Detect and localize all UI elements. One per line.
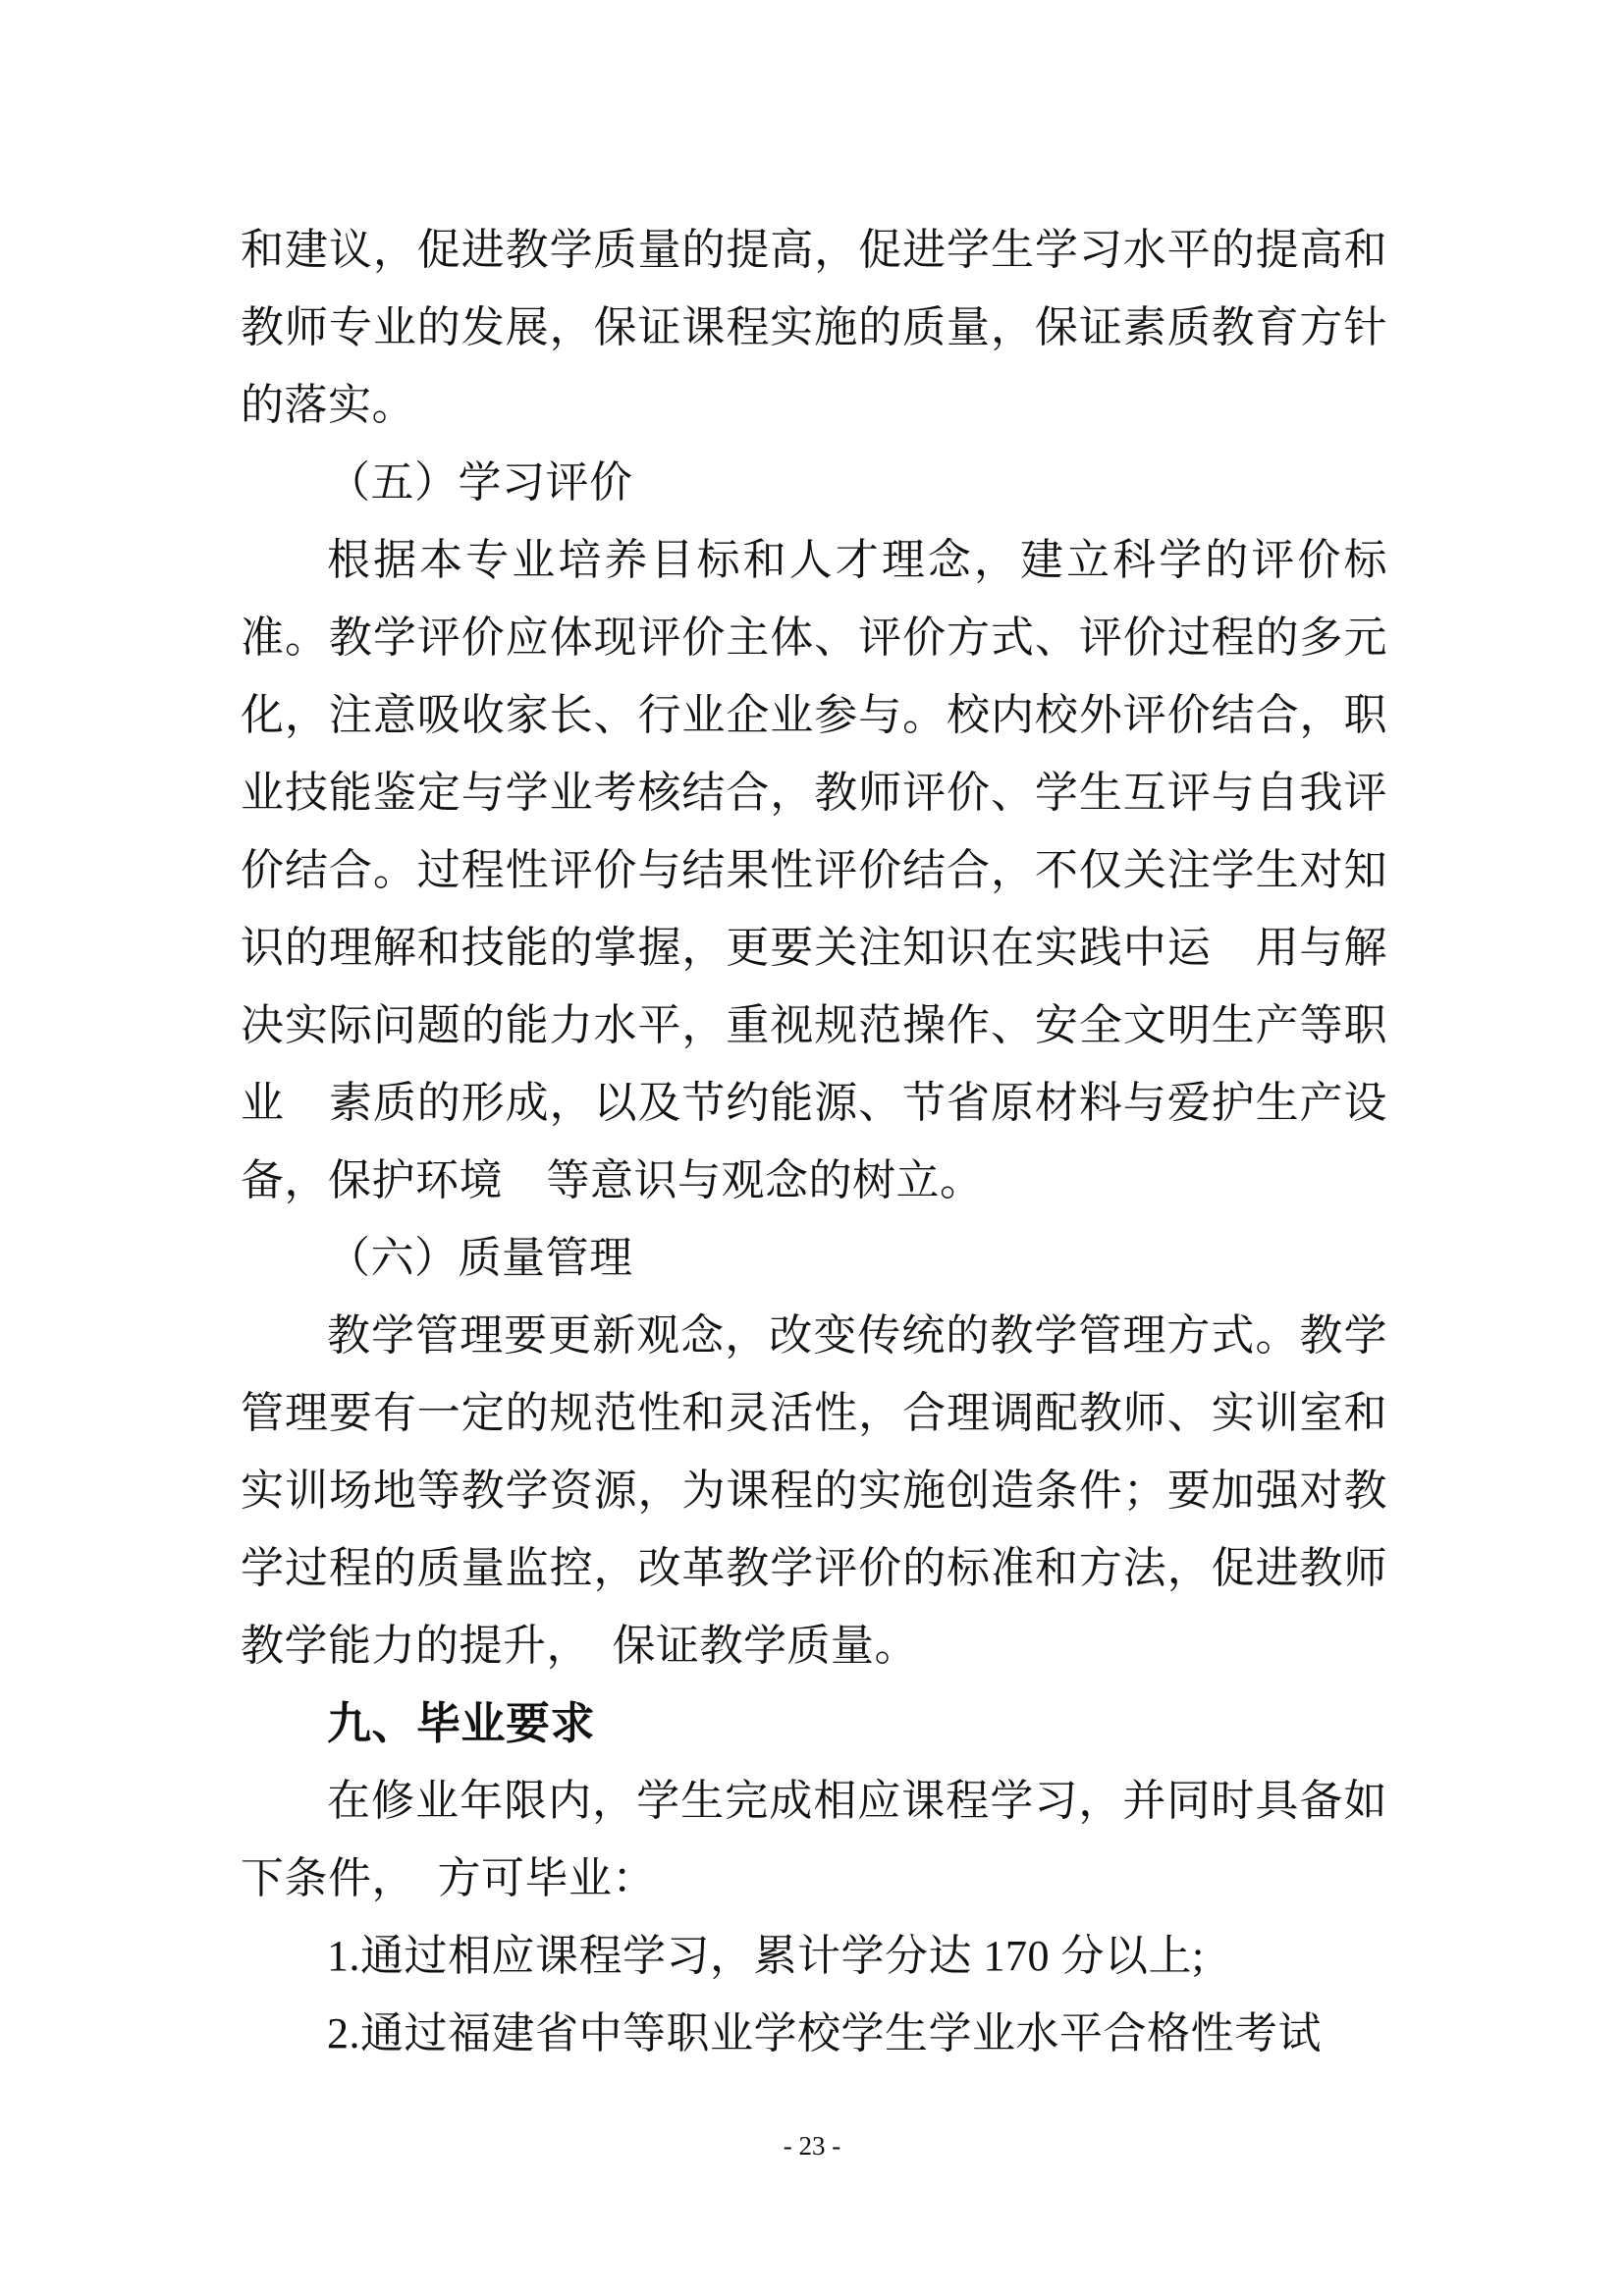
text-line: 下条件， 方可毕业： — [241, 1854, 656, 1902]
list-item-2: 2.通过福建省中等职业学校学生学业水平合格性考试 — [327, 2009, 1322, 2057]
text-line: 业技能鉴定与学业考核结合，教师评价、学生互评与自我评 — [241, 769, 1387, 817]
text-line: 价结合。过程性评价与结果性评价结合，不仅关注学生对知 — [241, 846, 1387, 894]
section-heading-6: （六）质量管理 — [327, 1234, 633, 1282]
text-line: 管理要有一定的规范性和灵活性，合理调配教师、实训室和 — [241, 1389, 1387, 1437]
text-line: 教学管理要更新观念，改变传统的教学管理方式。教学 — [327, 1311, 1387, 1360]
chapter-heading-graduation: 九、毕业要求 — [327, 1698, 596, 1748]
text-line: 识的理解和技能的掌握，更要关注知识在实践中运 用与解 — [241, 924, 1387, 972]
text-line: 在修业年限内，学生完成相应课程学习，并同时具备如 — [327, 1777, 1387, 1825]
text-line: 学过程的质量监控，改革教学评价的标准和方法，促进教师 — [241, 1544, 1387, 1592]
section-heading-5: （五）学习评价 — [327, 458, 633, 507]
text-line: 教师专业的发展，保证课程实施的质量，保证素质教育方针 — [241, 303, 1387, 351]
text-line: 实训场地等教学资源，为课程的实施创造条件；要加强对教 — [241, 1467, 1387, 1515]
list-item-1: 1.通过相应课程学习，累计学分达 170 分以上; — [327, 1932, 1205, 1980]
page-number: - 23 - — [783, 2131, 841, 2161]
text-line: 决实际问题的能力水平，重视规范操作、安全文明生产等职 — [241, 1001, 1387, 1049]
text-line: 和建议，促进教学质量的提高，促进学生学习水平的提高和 — [241, 226, 1387, 274]
text-line: 备，保护环境 等意识与观念的树立。 — [241, 1156, 984, 1204]
text-line: 业 素质的形成，以及节约能源、节省原材料与爱护生产设 — [241, 1079, 1387, 1127]
text-line: 教学能力的提升， 保证教学质量。 — [241, 1622, 918, 1670]
text-line: 根据本专业培养目标和人才理念，建立科学的评价标 — [327, 536, 1387, 584]
text-line: 化，注意吸收家长、行业企业参与。校内校外评价结合，职 — [241, 691, 1387, 739]
text-line: 的落实。 — [241, 381, 415, 429]
page-body — [241, 211, 1387, 2072]
text-line: 准。教学评价应体现评价主体、评价方式、评价过程的多元 — [241, 614, 1387, 662]
